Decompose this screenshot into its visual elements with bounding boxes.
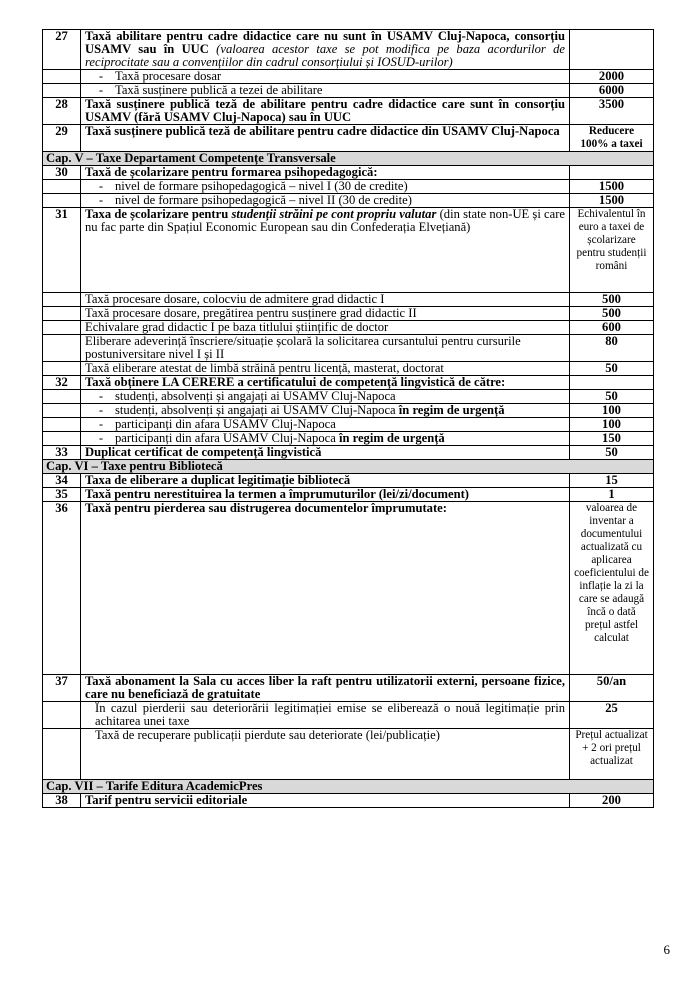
- subrow-value: 500: [570, 293, 654, 307]
- row-number: 28: [43, 98, 81, 125]
- page-number: 6: [663, 942, 670, 957]
- subrow-description: - participanți din afara USAMV Cluj-Napoca în regim de urgență: [81, 432, 570, 446]
- subrow-description: Taxă procesare dosare, colocviu de admitere grad didactic I: [81, 293, 570, 307]
- urgent-label: în regim de urgență: [338, 431, 445, 445]
- subrow-value: 1500: [570, 194, 654, 208]
- chapter-header-5: [43, 152, 654, 166]
- table-subrow: [43, 702, 654, 729]
- table-subrow: [43, 70, 654, 84]
- chapter-header-7: [43, 780, 654, 794]
- row-value: 3500: [570, 98, 654, 125]
- table-subrow: [43, 729, 654, 780]
- row-number: 27: [43, 30, 81, 70]
- table-row-38: [43, 794, 654, 808]
- table-row-31: [43, 208, 654, 293]
- row-number: 36: [43, 502, 81, 675]
- row-number: 38: [43, 794, 81, 808]
- row-value: Echivalentul în euro a taxei de școlarizare pentru studenții români: [570, 208, 654, 293]
- subrow-value: Prețul actualizat + 2 ori prețul actualizat: [570, 729, 654, 780]
- row-value: 1: [570, 488, 654, 502]
- subrow-value: 100: [570, 418, 654, 432]
- table-subrow: [43, 418, 654, 432]
- table-subrow: [43, 293, 654, 307]
- subrow-description: - studenți, absolvenți și angajați ai USAMV Cluj-Napoca în regim de urgență: [81, 404, 570, 418]
- subrow-value: 80: [570, 335, 654, 362]
- row-note: (valoarea acestor taxe se pot modifica pe baza acordurilor de reciprocitate sau a convențiilor din cadrul consorțiului și IOSUD-urilor): [85, 42, 565, 69]
- table-row-30: [43, 166, 654, 180]
- table-subrow: [43, 194, 654, 208]
- table-row-33: [43, 446, 654, 460]
- subrow-value: 1500: [570, 180, 654, 194]
- subrow-description: - Taxă procesare dosar: [81, 70, 570, 84]
- row-number: 31: [43, 208, 81, 293]
- table-subrow: [43, 362, 654, 376]
- subrow-description: - nivel de formare psihopedagogică – nivel I (30 de credite): [81, 180, 570, 194]
- urgent-label: în regim de urgență: [398, 403, 505, 417]
- row-description: Taxă susținere publică teză de abilitare pentru cadre didactice din USAMV Cluj-Napoca: [81, 125, 570, 152]
- table-subrow: [43, 180, 654, 194]
- row-number: 34: [43, 474, 81, 488]
- table-subrow: [43, 390, 654, 404]
- row-number: 33: [43, 446, 81, 460]
- subrow-description: - nivel de formare psihopedagogică – nivel II (30 de credite): [81, 194, 570, 208]
- chapter-title: Cap. V – Taxe Departament Competențe Transversale: [43, 152, 654, 166]
- table-subrow: [43, 307, 654, 321]
- chapter-title: Cap. VI – Taxe pentru Bibliotecă: [43, 460, 654, 474]
- fees-table: [42, 29, 654, 808]
- table-row-34: [43, 474, 654, 488]
- row-value: 15: [570, 474, 654, 488]
- subrow-description: În cazul pierderii sau deteriorării legitimației emise se eliberează o nouă legitimație prin achitarea unei taxe: [81, 702, 570, 729]
- table-subrow: [43, 84, 654, 98]
- row-description: Duplicat certificat de competență lingvistică: [81, 446, 570, 460]
- row-value-empty: [570, 166, 654, 180]
- row-number: 30: [43, 166, 81, 180]
- row-description: [81, 30, 570, 70]
- table-row-27: [43, 30, 654, 70]
- row-value: 200: [570, 794, 654, 808]
- subrow-description: Taxă de recuperare publicații pierdute sau deteriorate (lei/publicație): [81, 729, 570, 780]
- subrow-value: 6000: [570, 84, 654, 98]
- row-value-empty: [570, 376, 654, 390]
- table-subrow: [43, 321, 654, 335]
- subrow-value: 50: [570, 390, 654, 404]
- row-description: Taxă pentru pierderea sau distrugerea documentelor împrumutate:: [81, 502, 570, 675]
- subrow-value: 150: [570, 432, 654, 446]
- row-description: Taxa de eliberare a duplicat legitimație bibliotecă: [81, 474, 570, 488]
- table-row-35: [43, 488, 654, 502]
- subrow-value: 500: [570, 307, 654, 321]
- table-subrow: [43, 404, 654, 418]
- row-value: 50: [570, 446, 654, 460]
- subrow-description: Eliberare adeverință înscriere/situație școlară la solicitarea cursantului pentru cursurile postuniversitare nivel I și II: [81, 335, 570, 362]
- row-value: Reducere 100% a taxei: [570, 125, 654, 152]
- subrow-value: 25: [570, 702, 654, 729]
- subrow-value: 50: [570, 362, 654, 376]
- row-value-empty: [570, 30, 654, 70]
- subrow-value: 100: [570, 404, 654, 418]
- row-value: valoarea de inventar a documentului actualizată cu aplicarea coeficientului de inflație la zi la care se adaugă încă o dată prețul astfel calculat: [570, 502, 654, 675]
- chapter-header-6: [43, 460, 654, 474]
- subrow-description: Echivalare grad didactic I pe baza titlului științific de doctor: [81, 321, 570, 335]
- row-number: 29: [43, 125, 81, 152]
- table-row-28: [43, 98, 654, 125]
- subrow-description: - participanți din afara USAMV Cluj-Napoca: [81, 418, 570, 432]
- subrow-value: 600: [570, 321, 654, 335]
- subrow-description: Taxă eliberare atestat de limbă străină pentru licență, masterat, doctorat: [81, 362, 570, 376]
- row-description: Taxa de școlarizare pentru studenții străini pe cont propriu valutar (din state non-UE și care nu fac parte din Spațiul Economic European sau din Confederația Elvețiană): [81, 208, 570, 293]
- subrow-description: Taxă procesare dosare, pregătirea pentru susținere grad didactic II: [81, 307, 570, 321]
- table-subrow: [43, 432, 654, 446]
- chapter-title: Cap. VII – Tarife Editura AcademicPres: [43, 780, 654, 794]
- subrow-description: - Taxă susținere publică a tezei de abilitare: [81, 84, 570, 98]
- table-row-32: [43, 376, 654, 390]
- row-description: Taxă susținere publică teză de abilitare pentru cadre didactice care sunt în consorțiu USAMV (fără USAMV Cluj-Napoca) sau în UUC: [81, 98, 570, 125]
- row-description: Taxă abonament la Sala cu acces liber la raft pentru utilizatorii externi, persoane fizice, care nu beneficiază de gratuitate: [81, 675, 570, 702]
- subrow-value: 2000: [570, 70, 654, 84]
- row-title: Taxă abilitare pentru cadre didactice care nu sunt în USAMV Cluj-Napoca, consorțiu USAMV sau în UUC: [85, 29, 565, 56]
- row-description: Tarif pentru servicii editoriale: [81, 794, 570, 808]
- row-description: Taxă de școlarizare pentru formarea psihopedagogică:: [81, 166, 570, 180]
- table-row-29: [43, 125, 654, 152]
- table-row-36: [43, 502, 654, 675]
- row-number: 35: [43, 488, 81, 502]
- row-value: 50/an: [570, 675, 654, 702]
- subrow-description: - studenți, absolvenți și angajați ai USAMV Cluj-Napoca: [81, 390, 570, 404]
- row-number: 32: [43, 376, 81, 390]
- table-subrow: [43, 335, 654, 362]
- row-description: Taxă obținere LA CERERE a certificatului de competență lingvistică de către:: [81, 376, 570, 390]
- row-number: 37: [43, 675, 81, 702]
- row-description: Taxă pentru nerestituirea la termen a împrumuturilor (lei/zi/document): [81, 488, 570, 502]
- table-row-37: [43, 675, 654, 702]
